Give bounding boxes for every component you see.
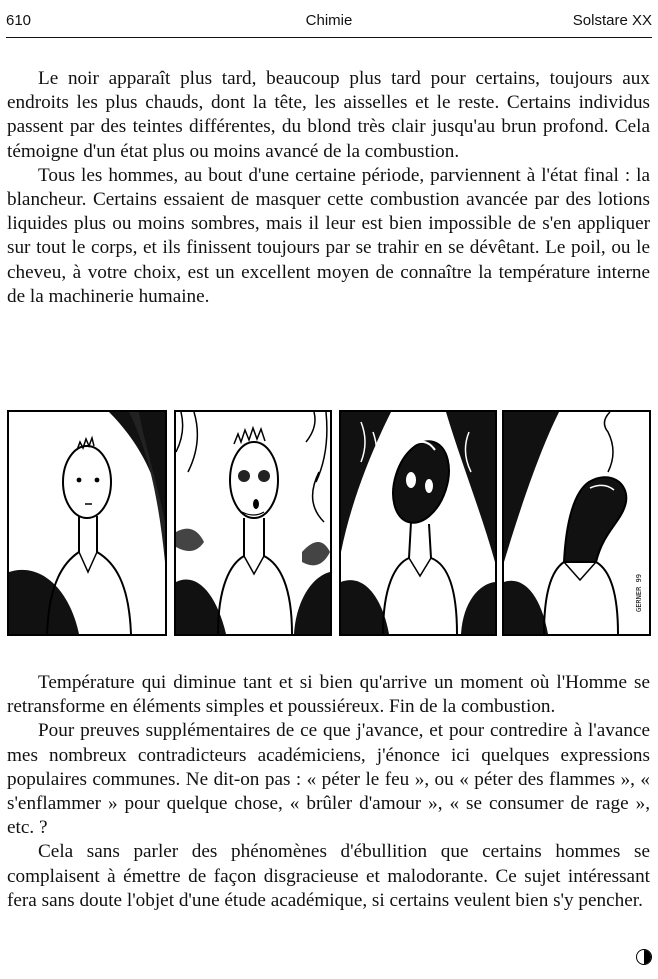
paragraph: Pour preuves supplémentaires de ce que j'avance, et pour contredire à l'avance mes nombreux contradicteurs académiciens, j'énonce ici quelques expressions populaires communes. Ne dit-on pas : « péter le feu », ou « péter des flammes », « s'enflammer » pour quelque chose, « brûler d'amour », « se consumer de rage », etc. ? bbox=[7, 720, 650, 839]
artist-signature: GERNER 99 bbox=[635, 574, 643, 612]
page-header bbox=[6, 6, 652, 36]
comic-panel-4 bbox=[502, 410, 651, 636]
paragraph: Cela sans parler des phénomènes d'ébullition que certains hommes se complaisent à émettre de façon disgracieuse et malodorante. Ce sujet intéressant fera sans doute l'objet d'une étude académique, si certains veulent bien s'y pencher. bbox=[7, 841, 650, 911]
panel-3-drawing bbox=[341, 412, 495, 634]
paragraph: Tous les hommes, au bout d'une certaine période, parviennent à l'état final : la blancheur. Certains essaient de masquer cette combustion avancée par des lotions liquides plus ou moins sombres, mais il leur est bien impossible de s'en appliquer sur tout le corps, et ils finissent toujours par se trahir en se dévêtant. Le poil, ou le cheveu, à votre choix, est un excellent moyen de connaître la température interne de la machinerie humaine. bbox=[7, 164, 650, 307]
paragraph: Température qui diminue tant et si bien qu'arrive un moment où l'Homme se retransforme en éléments simples et poussiéreux. Fin de la combustion. bbox=[7, 672, 650, 718]
comic-panel-2 bbox=[174, 410, 332, 636]
comic-panel-3 bbox=[339, 410, 497, 636]
half-moon-icon bbox=[636, 949, 652, 965]
text-block-top bbox=[7, 67, 650, 309]
section-title: Chimie bbox=[305, 12, 353, 29]
header-rule bbox=[6, 37, 652, 38]
panel-1-drawing bbox=[9, 412, 165, 634]
panel-4-drawing bbox=[504, 412, 649, 634]
page-number: 610 bbox=[6, 12, 32, 29]
paragraph: Le noir apparaît plus tard, beaucoup plus tard pour certains, toujours aux endroits les plus chauds, dont la tête, les aisselles et le reste. Certains individus passent par des teintes différentes, du blond très clair jusqu'au brun profond. Cela témoigne d'un état plus ou moins avancé de la combustion. bbox=[7, 68, 650, 162]
panel-2-drawing bbox=[176, 412, 330, 634]
comic-strip bbox=[7, 410, 651, 636]
comic-panel-1 bbox=[7, 410, 167, 636]
text-block-bottom bbox=[7, 671, 650, 913]
book-title: Solstare XX bbox=[572, 12, 652, 29]
